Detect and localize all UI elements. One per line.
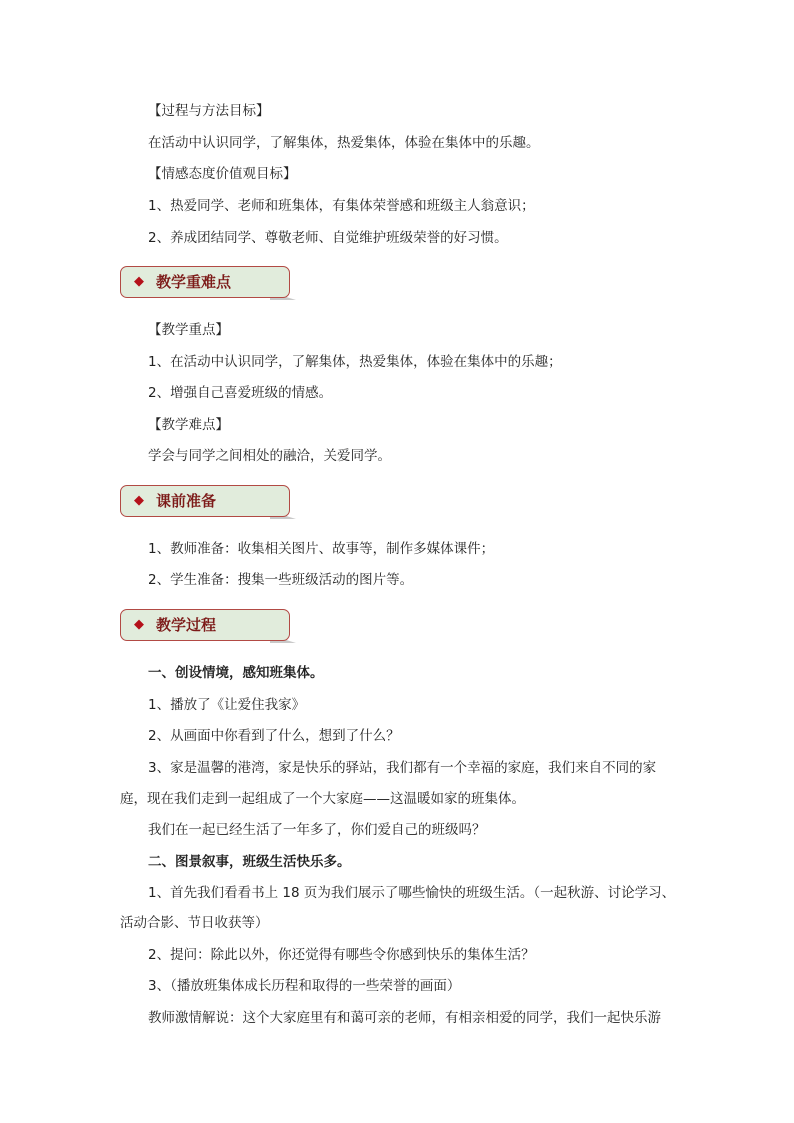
process-goals-text: 在活动中认识同学，了解集体，热爱集体，体验在集体中的乐趣。: [148, 135, 540, 151]
process-part-1-heading: 一、创设情境，感知班集体。: [148, 665, 324, 681]
key-point-2: 2、增强自己喜爱班级的情感。: [148, 385, 333, 401]
process-part-2-item-2: 2、提问：除此以外，你还觉得有哪些令你感到快乐的集体生活？: [148, 947, 535, 963]
process-part-1-item-2: 2、从画面中你看到了什么，想到了什么？: [148, 728, 400, 744]
diamond-bullet-icon: ◆: [134, 617, 144, 632]
section-header-process: [120, 609, 292, 643]
emotion-goals-heading: 【情感态度价值观目标】: [148, 166, 297, 182]
key-points-heading: 【教学重点】: [148, 322, 229, 338]
process-part-2-heading: 二、图景叙事，班级生活快乐多。: [148, 854, 351, 870]
section-title-prep: 课前准备: [156, 492, 217, 510]
prep-item-2: 2、学生准备：搜集一些班级活动的图片等。: [148, 572, 414, 588]
process-part-2-item-4: 教师激情解说：这个大家庭里有和蔼可亲的老师，有相亲相爱的同学，我们一起快乐游: [148, 1010, 661, 1026]
diamond-bullet-icon: ◆: [134, 274, 144, 289]
diamond-bullet-icon: ◆: [134, 493, 144, 508]
process-part-1-item-3a: 3、家是温馨的港湾，家是快乐的驿站，我们都有一个幸福的家庭，我们来自不同的家: [148, 760, 657, 776]
process-part-1-item-3b: 庭，现在我们走到一起组成了一个大家庭——这温暖如家的班集体。: [120, 791, 525, 807]
difficult-point-1: 学会与同学之间相处的融洽，关爱同学。: [148, 448, 391, 464]
section-title-difficulty: 教学重难点: [156, 273, 232, 291]
process-part-2-item-1a: 1、首先我们看看书上 18 页为我们展示了哪些愉快的班级生活。（一起秋游、讨论学习、: [148, 885, 676, 901]
emotion-goals-item-2: 2、养成团结同学、尊敬老师、自觉维护班级荣誉的好习惯。: [148, 230, 508, 246]
key-point-1: 1、在活动中认识同学，了解集体，热爱集体，体验在集体中的乐趣；: [148, 354, 562, 370]
section-title-process: 教学过程: [156, 616, 217, 634]
process-goals-heading: 【过程与方法目标】: [148, 103, 270, 119]
process-part-1-item-4: 我们在一起已经生活了一年多了，你们爱自己的班级吗？: [148, 822, 486, 838]
section-header-difficulty: [120, 266, 292, 300]
process-part-1-item-1: 1、播放了《让爱住我家》: [148, 697, 306, 713]
prep-item-1: 1、教师准备：收集相关图片、故事等，制作多媒体课件；: [148, 541, 495, 557]
section-header-prep: [120, 485, 292, 519]
process-part-2-item-3: 3、（播放班集体成长历程和取得的一些荣誉的画面）: [148, 978, 461, 994]
difficult-points-heading: 【教学难点】: [148, 417, 229, 433]
process-part-2-item-1b: 活动合影、节日收获等）: [120, 915, 269, 931]
emotion-goals-item-1: 1、热爱同学、老师和班集体，有集体荣誉感和班级主人翁意识；: [148, 198, 535, 214]
